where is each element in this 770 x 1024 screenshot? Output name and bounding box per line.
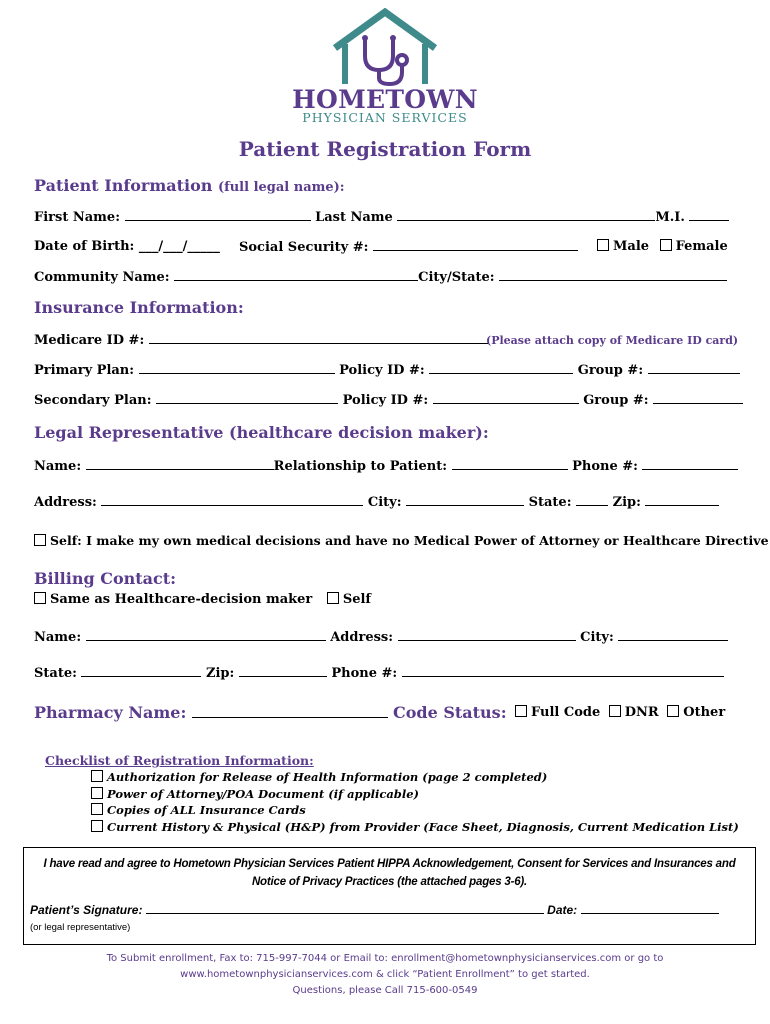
medicare-row (34, 332, 489, 348)
acknowledgement-text (24, 855, 755, 891)
form-title: Patient Registration Form (238, 137, 532, 161)
secondary-policy-label: Policy ID #: (342, 393, 429, 408)
billing-name-label: Name: (34, 630, 82, 645)
billing-state-field[interactable] (81, 665, 201, 677)
checklist-item-label: Copies of ALL Insurance Cards (107, 803, 306, 817)
legal-heading: Legal Representative (healthcare decision maker): (34, 423, 489, 442)
checklist-item (91, 820, 739, 837)
male-label: Male (613, 239, 650, 254)
primary-plan-row (34, 362, 740, 378)
billing-state-row (34, 665, 724, 681)
legal-name-field[interactable] (86, 458, 274, 470)
legal-phone-field[interactable] (642, 458, 738, 470)
code-status-label: Code Status: (393, 703, 507, 722)
first-name-field[interactable] (125, 209, 311, 221)
billing-city-label: City: (580, 630, 614, 645)
same-as-checkbox[interactable] (34, 592, 46, 604)
checklist-checkbox[interactable] (91, 787, 103, 799)
secondary-group-label: Group #: (583, 393, 649, 408)
pharmacy-row (34, 703, 388, 722)
legal-state-label: State: (528, 495, 572, 510)
footer-line-1: To Submit enrollment, Fax to: 715-997-7044 or Email to: enrollment@hometownphysicianservices.com or go to (106, 953, 664, 964)
last-name-label: Last Name (315, 210, 393, 225)
medicare-label: Medicare ID #: (34, 333, 145, 348)
acknowledgement-box (23, 847, 756, 945)
legal-address-label: Address: (34, 495, 97, 510)
community-label: Community Name: (34, 270, 170, 285)
date-field[interactable] (581, 903, 719, 914)
acknowledgement-line-1: I have read and agree to Hometown Physician Services Patient HIPPA Acknowledgement, Consent for Services and Insurances and (43, 858, 736, 870)
legal-zip-label: Zip: (612, 495, 641, 510)
other-label: Other (683, 705, 726, 720)
other-checkbox[interactable] (667, 705, 679, 717)
footer (0, 951, 770, 999)
secondary-policy-field[interactable] (433, 392, 579, 404)
medicare-field[interactable] (149, 332, 489, 344)
signature-row (30, 903, 719, 917)
legal-city-field[interactable] (406, 494, 524, 506)
self-option-row (34, 533, 769, 548)
primary-policy-field[interactable] (429, 362, 573, 374)
dob-field[interactable]: ___/___/_____ (138, 239, 220, 254)
legal-city-label: City: (367, 495, 402, 510)
date-label: Date: (547, 903, 578, 917)
insurance-heading: Insurance Information: (34, 298, 244, 317)
legal-state-field[interactable] (576, 494, 608, 506)
mi-label: M.I. (655, 210, 685, 225)
billing-options-row (34, 592, 371, 607)
dob-row (34, 239, 220, 254)
billing-heading: Billing Contact: (34, 569, 177, 588)
billing-self-label: Self (342, 592, 372, 607)
billing-zip-field[interactable] (239, 665, 327, 677)
full-code-label: Full Code (531, 705, 601, 720)
secondary-plan-label: Secondary Plan: (34, 393, 152, 408)
legal-name-label: Name: (34, 459, 82, 474)
legal-name-row (34, 458, 738, 474)
primary-policy-label: Policy ID #: (339, 363, 425, 378)
billing-zip-label: Zip: (205, 666, 235, 681)
self-decision-checkbox[interactable] (34, 534, 46, 546)
billing-self-checkbox[interactable] (327, 592, 339, 604)
checklist-item (91, 770, 739, 787)
ssn-row (239, 239, 578, 255)
city-state-label: City/State: (418, 270, 495, 285)
billing-city-field[interactable] (618, 629, 728, 641)
female-checkbox[interactable] (660, 239, 672, 251)
legal-zip-field[interactable] (645, 494, 719, 506)
pharmacy-field[interactable] (192, 705, 388, 718)
legal-address-row (34, 494, 719, 510)
relationship-field[interactable] (452, 458, 568, 470)
checklist-checkbox[interactable] (91, 770, 103, 782)
brand-subtitle: PHYSICIAN SERVICES (302, 110, 468, 125)
billing-address-field[interactable] (398, 629, 576, 641)
billing-state-label: State: (34, 666, 77, 681)
dnr-checkbox[interactable] (609, 705, 621, 717)
secondary-plan-row (34, 392, 743, 408)
city-state-field[interactable] (499, 269, 727, 281)
primary-group-label: Group #: (577, 363, 644, 378)
checklist-item-label: Power of Attorney/POA Document (if applicable) (107, 786, 419, 801)
checklist-checkbox[interactable] (91, 820, 103, 832)
signature-label: Patient’s Signature: (30, 903, 143, 917)
community-field[interactable] (174, 269, 418, 281)
house-stethoscope-icon (290, 8, 480, 88)
mi-field[interactable] (689, 209, 729, 221)
full-code-checkbox[interactable] (515, 705, 527, 717)
code-status-options (515, 705, 725, 720)
secondary-group-field[interactable] (653, 392, 743, 404)
secondary-plan-field[interactable] (156, 392, 338, 404)
checklist-item-label: Authorization for Release of Health Information (page 2 completed) (107, 770, 548, 784)
acknowledgement-line-2: Notice of Privacy Practices (the attached pages 3-6). (251, 876, 528, 888)
dnr-label: DNR (624, 705, 659, 720)
checklist-item (91, 803, 739, 820)
checklist (91, 770, 739, 836)
legal-address-field[interactable] (101, 494, 363, 506)
billing-address-label: Address: (330, 630, 394, 645)
brand-name: HOMETOWN (292, 85, 478, 114)
medicare-note: (Please attach copy of Medicare ID card) (486, 334, 739, 347)
male-checkbox[interactable] (597, 239, 609, 251)
checklist-item (91, 787, 739, 804)
patient-info-heading (34, 176, 345, 195)
billing-name-row (34, 629, 728, 645)
billing-name-field[interactable] (86, 629, 326, 641)
female-label: Female (675, 239, 728, 254)
relationship-label: Relationship to Patient: (273, 459, 448, 474)
primary-group-field[interactable] (648, 362, 740, 374)
billing-phone-field[interactable] (402, 665, 724, 677)
ssn-field[interactable] (373, 239, 578, 251)
patient-info-heading-note: (full legal name): (217, 180, 345, 195)
community-row (34, 269, 727, 285)
gender-row (597, 239, 728, 254)
same-as-label: Same as Healthcare-decision maker (50, 592, 313, 607)
first-name-label: First Name: (34, 210, 120, 225)
patient-info-heading-text: Patient Information (34, 176, 213, 195)
legal-phone-label: Phone #: (572, 459, 638, 474)
primary-plan-label: Primary Plan: (34, 363, 135, 378)
checklist-title: Checklist of Registration Information: (45, 753, 314, 768)
dob-label: Date of Birth: (34, 239, 135, 254)
footer-line-2: www.hometownphysicianservices.com & click “Patient Enrollment” to get started. (180, 969, 590, 980)
footer-line-3: Questions, please Call 715-600-0549 (292, 985, 478, 996)
billing-phone-label: Phone #: (331, 666, 398, 681)
signature-subtext: (or legal representative) (30, 922, 131, 933)
first-name-row (34, 209, 729, 225)
signature-field[interactable] (146, 903, 544, 914)
pharmacy-label: Pharmacy Name: (34, 703, 187, 722)
checklist-item-label: Current History & Physical (H&P) from Provider (Face Sheet, Diagnosis, Current Medication List) (107, 819, 739, 834)
checklist-checkbox[interactable] (91, 803, 103, 815)
last-name-field[interactable] (397, 209, 655, 221)
self-option-label: Self: I make my own medical decisions and have no Medical Power of Attorney or Healthcare Directive (50, 533, 769, 548)
ssn-label: Social Security #: (239, 240, 369, 255)
primary-plan-field[interactable] (139, 362, 335, 374)
